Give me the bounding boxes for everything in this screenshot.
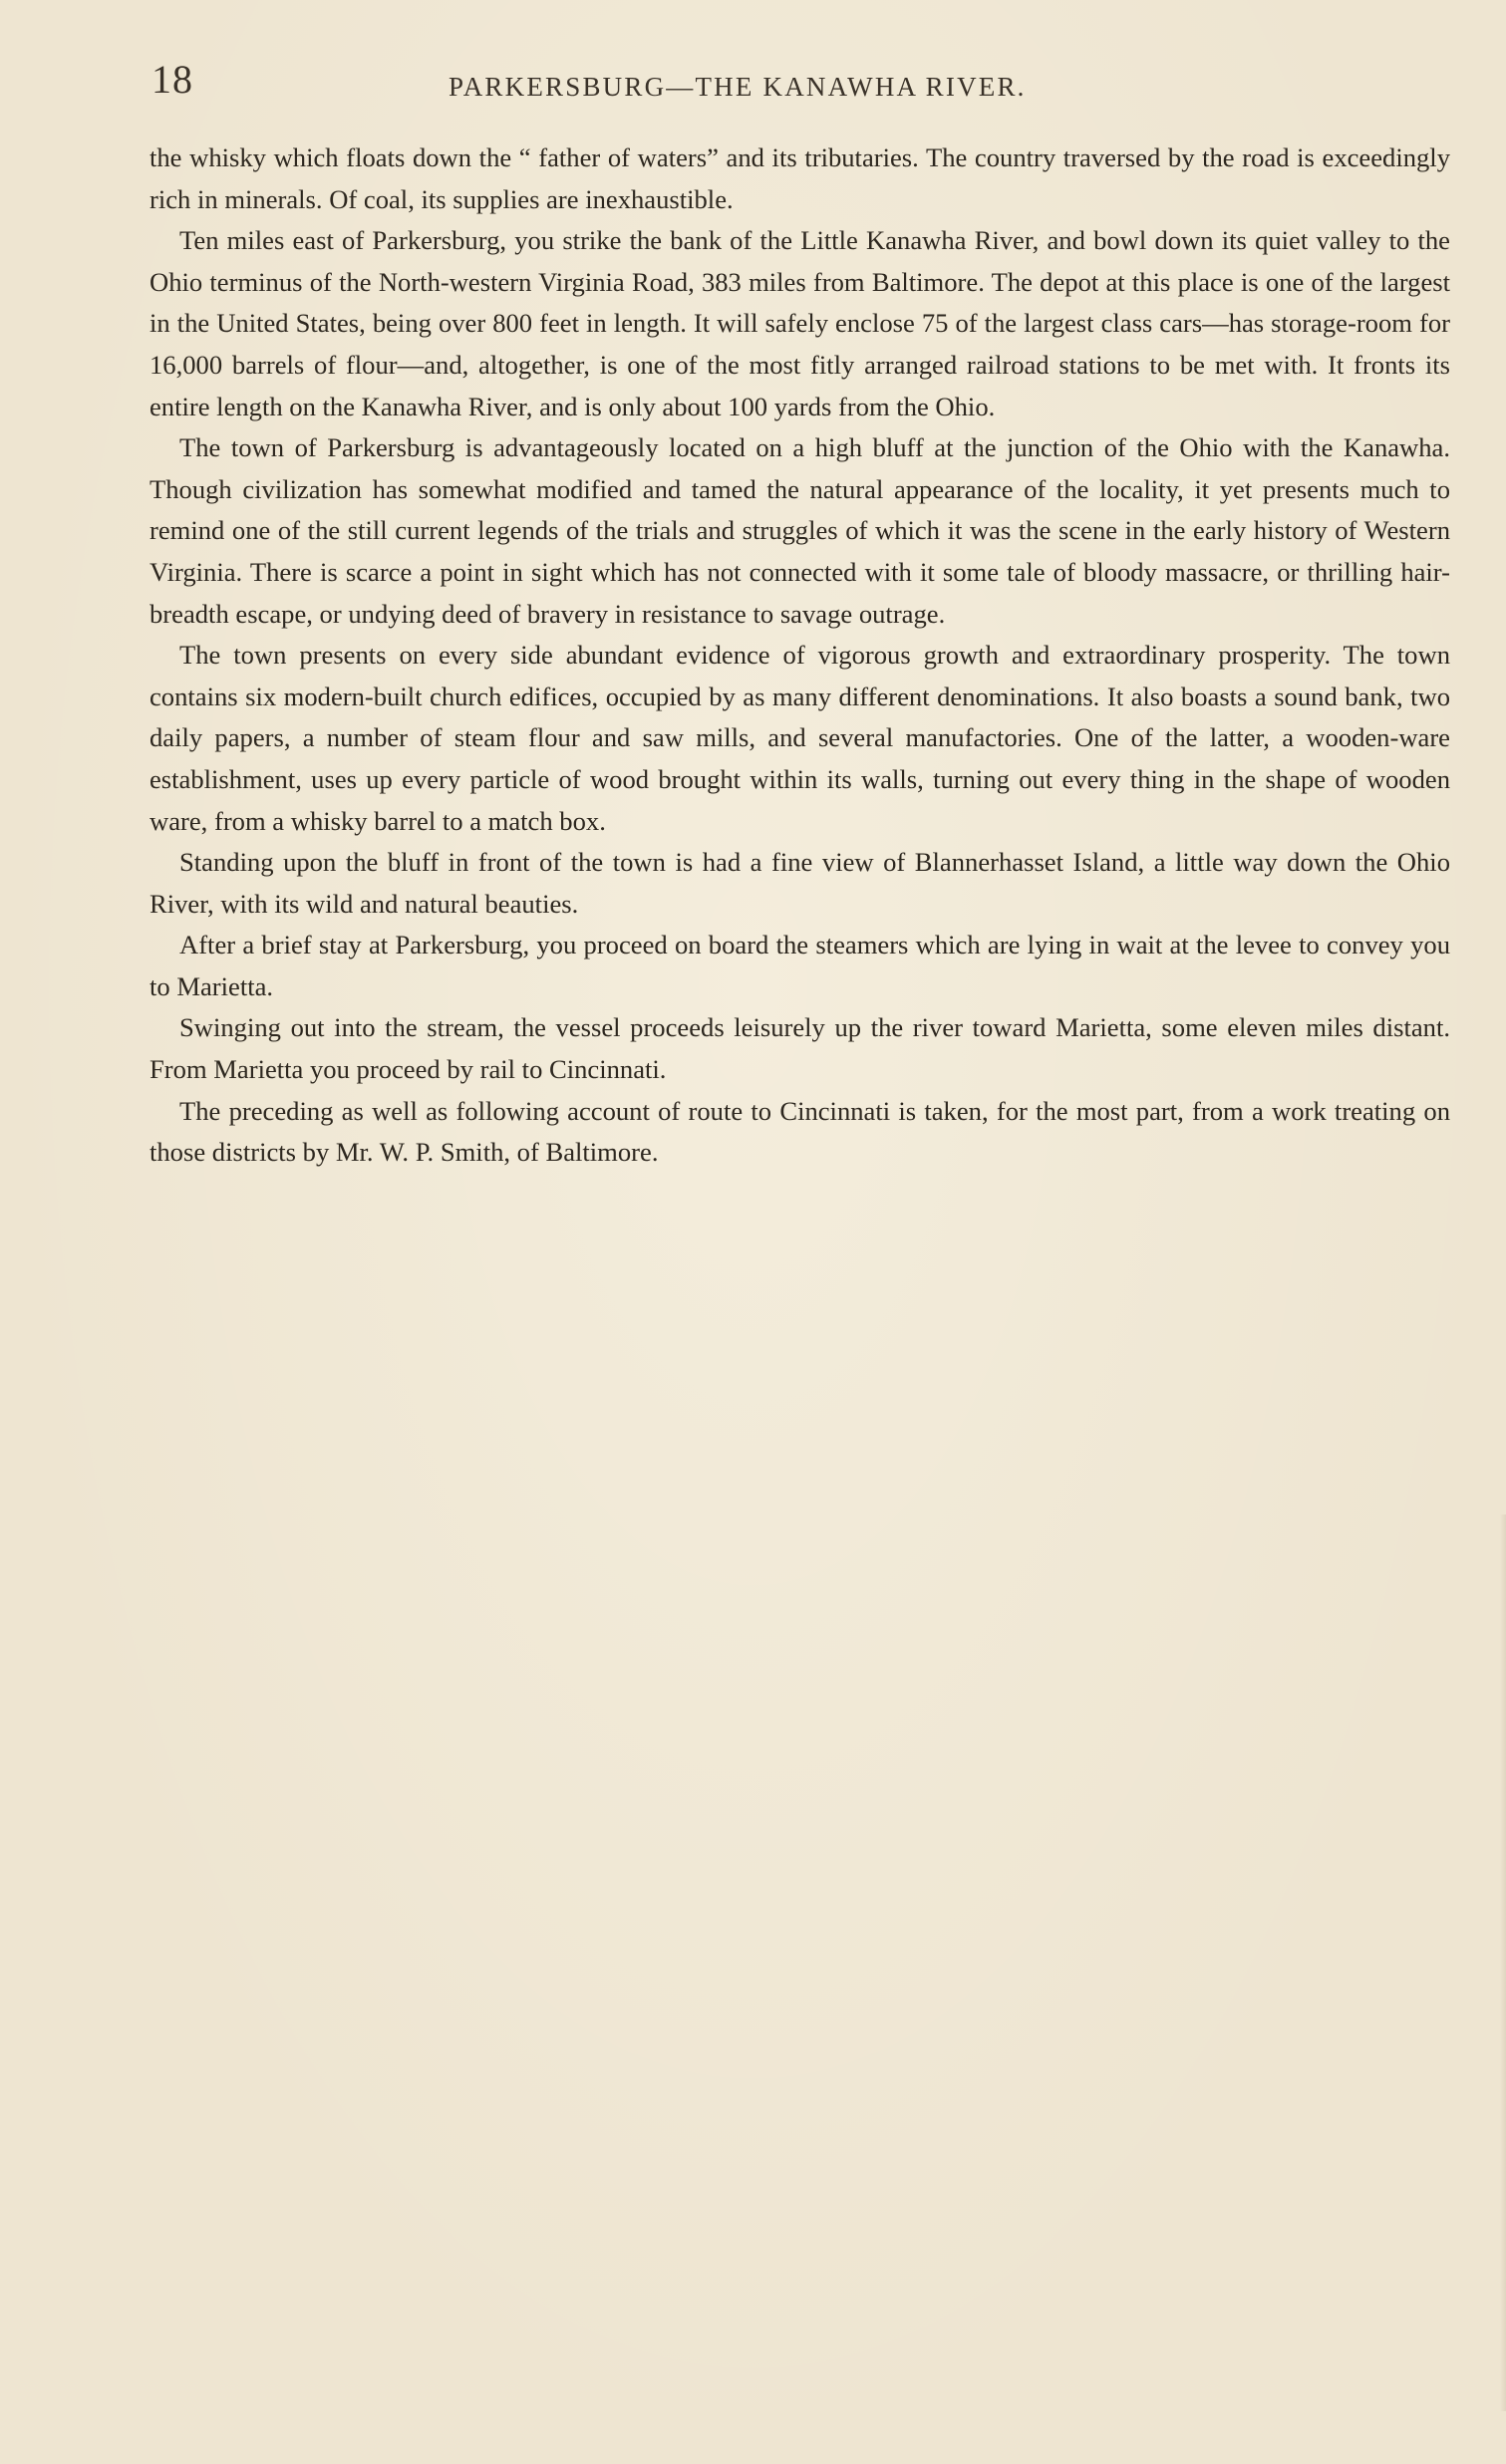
page-number: 18 xyxy=(151,57,193,102)
paragraph-source-note: The preceding as well as following account of route to Cincinnati is taken, for the most part, from a work treating on those districts by Mr. W. P. Smith, of Baltimore. xyxy=(150,1095,1450,1168)
paragraph-steamers: After a brief stay at Parkersburg, you proceed on board the steamers which are lying in wait at the levee to convey you to Marietta. xyxy=(150,930,1450,1001)
paragraph-marietta: Swinging out into the stream, the vessel proceeds leisurely up the river toward Marietta, some eleven miles distant. From Marietta you proceed by rail to Cincinnati. xyxy=(150,1012,1450,1085)
page-header xyxy=(150,52,1455,112)
page-edge-shadow xyxy=(1500,1514,1506,2411)
paragraph-town-location: The town of Parkersburg is advantageously located on a high bluff at the junction of the Ohio with the Kanawha. Though civilization has somewhat modified and tamed the natural appearance of the locality, it yet presents much to remind one of the still current legends of the trials and struggles of which it was the scene in the early history of Western Virginia. There is scarce a point in sight which has not connected with it some tale of bloody massacre, or thrilling hair-breadth escape, or undying deed of bravery in resistance to savage outrage. xyxy=(150,432,1450,629)
body-text xyxy=(150,137,1450,1174)
running-head: PARKERSBURG—THE KANAWHA RIVER. xyxy=(449,72,1027,102)
paragraph-blannerhasset: Standing upon the bluff in front of the town is had a fine view of Blannerhasset Island, a little way down the Ohio River, with its wild and natural beauties. xyxy=(150,847,1450,919)
paragraph-continued: the whisky which floats down the “ father of waters” and its tributaries. The country traversed by the road is exceedingly rich in minerals. Of coal, its supplies are inexhaustible. xyxy=(150,142,1450,214)
paragraph-town-prosperity: The town presents on every side abundant evidence of vigorous growth and extraordinary prosperity. The town contains six modern-built church edifices, occupied by as many different denominations. It also boasts a sound bank, two daily papers, a number of steam flour and saw mills, and several manufactories. One of the latter, a wooden-ware establishment, uses up every particle of wood brought within its walls, turning out every thing in the shape of wooden ware, from a whisky barrel to a match box. xyxy=(150,640,1450,836)
paragraph-little-kanawha: Ten miles east of Parkersburg, you strike the bank of the Little Kanawha River, and bowl down its quiet valley to the Ohio terminus of the North-western Virginia Road, 383 miles from Baltimore. The depot at this place is one of the largest in the United States, being over 800 feet in length. It will safely enclose 75 of the largest class cars—has storage-room for 16,000 barrels of flour—and, altogether, is one of the most fitly arranged railroad stations to be met with. It fronts its entire length on the Kanawha River, and is only about 100 yards from the Ohio. xyxy=(150,225,1450,421)
